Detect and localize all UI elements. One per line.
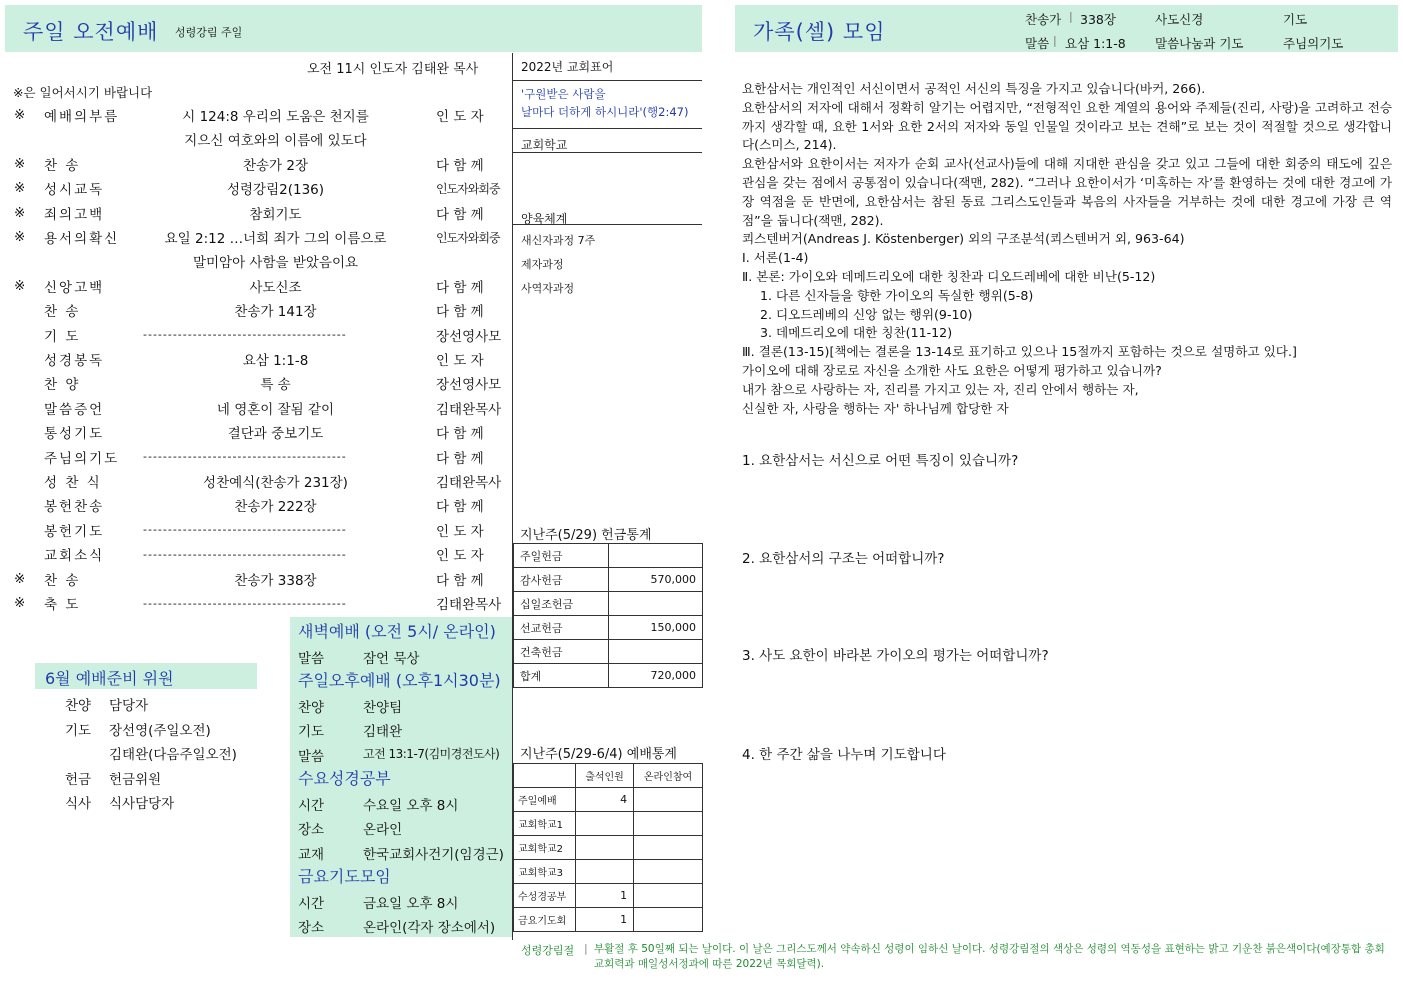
- online-count: [634, 812, 703, 836]
- header-cell: [514, 764, 576, 788]
- order-item-content: 찬송가 338장: [234, 572, 317, 589]
- table-row: [514, 884, 703, 908]
- offering-title: 지난주(5/29) 헌금통계: [520, 528, 652, 543]
- order-row: [0, 103, 510, 127]
- prep-role: 헌금: [65, 771, 92, 788]
- attendance-title: 지난주(5/29-6/4) 예배통계: [520, 747, 677, 762]
- service-value: 잠언 묵상: [363, 650, 420, 667]
- attendance-count: [576, 836, 634, 860]
- separator: |: [1053, 34, 1057, 47]
- order-row: [0, 591, 510, 615]
- attendance-label: 금요기도회: [514, 908, 576, 932]
- order-item-name: 성시교독: [44, 182, 105, 199]
- prep-role: 찬양: [65, 698, 92, 714]
- service-row: [298, 745, 512, 765]
- order-item-leader: 김태완목사: [436, 475, 502, 491]
- attendance-count: 1: [576, 884, 634, 908]
- footer-text: 부활절 후 50일째 되는 날이다. 이 날은 그리스도께서 약속하신 성령이 임하신 날이다. 성령강림절의 색상은 성령의 역동성을 표현하는 밝고 기운찬 붉은색이다(예장통합 총회 교회력과 매일성서정과에 따른 2022년 목회달력).: [594, 943, 1385, 970]
- order-item-leader: 다 함 께: [436, 279, 484, 296]
- paragraph: 요한삼서는 개인적인 서신이면서 공적인 서신의 특징을 가지고 있습니다(바커, 266).: [742, 81, 1206, 96]
- table-header: [514, 764, 703, 788]
- order-row: [0, 542, 510, 566]
- order-item-content: 성찬예식(찬송가 231장): [203, 475, 348, 491]
- order-row: [0, 469, 510, 493]
- table-row: [514, 908, 703, 932]
- service-subtitle: 성령강림 주일: [175, 26, 243, 39]
- service-key: 교재: [298, 846, 325, 863]
- table-row: [514, 544, 703, 568]
- cell-body: [742, 80, 1392, 418]
- hymn-value: 338장: [1080, 12, 1116, 27]
- dawn-service-title: 새벽예배 (오전 5시/ 온라인): [298, 622, 496, 641]
- training-item: 사역자과정: [521, 282, 575, 295]
- divider: [513, 152, 702, 153]
- order-row: [0, 298, 510, 322]
- leader-line: 오전 11시 인도자 김태완 목사: [307, 62, 479, 77]
- service-row: [298, 696, 512, 716]
- stand-mark: ※: [14, 277, 26, 294]
- question-2: 2. 요한삼서의 구조는 어떠합니까?: [742, 551, 945, 567]
- paragraph: 신실한 자, 사랑을 행하는 자' 하나님께 합당한 자: [742, 400, 1009, 416]
- order-row: [0, 201, 510, 225]
- prep-row: [0, 743, 290, 765]
- order-item-leader: 다 함 께: [436, 450, 484, 467]
- order-row: [0, 152, 510, 176]
- stand-mark: ※: [14, 595, 26, 611]
- order-item-name: 통성기도: [44, 426, 105, 443]
- dash-line: -----------------------------------------: [143, 547, 347, 561]
- attendance-table: [513, 763, 703, 932]
- order-row: [0, 225, 510, 249]
- order-item-name: 예배의부름: [44, 109, 120, 125]
- order-item-name: 주님의기도: [44, 450, 120, 467]
- order-row: [0, 274, 510, 298]
- training-label: 양육체계: [521, 212, 568, 226]
- offering-amount: [609, 640, 703, 664]
- motto-line-1: '구원받은 사람을: [521, 87, 606, 101]
- attendance-count: [576, 860, 634, 884]
- prep-person: 김태완(다음주일오전): [109, 747, 237, 763]
- order-item-leader: 다 함 께: [436, 157, 484, 174]
- offering-label: 건축헌금: [514, 640, 609, 664]
- stand-mark: ※: [14, 229, 26, 245]
- order-item-name: 죄의고백: [44, 206, 105, 223]
- outline-item: Ⅱ. 본론: 가이오와 데메드리오에 대한 칭찬과 디오드레베에 대한 비난(5-12): [742, 268, 1156, 284]
- order-item-leader: 장선영사모: [436, 328, 502, 345]
- outline-item: 2. 디오드레베의 신앙 없는 행위(9-10): [760, 306, 973, 322]
- stand-mark: ※: [14, 570, 26, 587]
- outline-item: 3. 데메드리오에 대한 칭찬(11-12): [760, 325, 953, 341]
- training-item: 제자과정: [521, 258, 564, 271]
- service-row: [298, 843, 512, 863]
- attendance-label: 교회학교1: [514, 812, 576, 836]
- service-key: 장소: [298, 822, 325, 838]
- lords-prayer-label: 주님의기도: [1283, 36, 1344, 51]
- prep-row: [0, 792, 290, 814]
- order-item-leader: 인 도 자: [436, 548, 484, 565]
- wednesday-study-title: 수요성경공부: [298, 769, 391, 788]
- order-row: [0, 445, 510, 469]
- order-row: [0, 249, 510, 273]
- offering-label: 선교헌금: [514, 616, 609, 640]
- offering-amount: [609, 592, 703, 616]
- online-count: [634, 884, 703, 908]
- order-item-name: 봉헌기도: [44, 523, 105, 540]
- order-item-name: 교회소식: [44, 548, 105, 565]
- order-row: [0, 371, 510, 395]
- order-of-worship: [0, 103, 510, 615]
- standing-note: ※은 일어서시기 바랍니다: [13, 85, 153, 100]
- divider: [513, 80, 702, 81]
- order-item-name: 기 도: [44, 328, 81, 345]
- offering-label: 십일조헌금: [514, 592, 609, 616]
- order-row: [0, 420, 510, 444]
- attendance-label: 교회학교3: [514, 860, 576, 884]
- service-value: 온라인: [363, 822, 403, 838]
- table-row: [514, 640, 703, 664]
- service-key: 장소: [298, 920, 325, 936]
- stand-mark: ※: [14, 180, 26, 197]
- order-item-content: 사도신조: [249, 279, 302, 296]
- order-item-name: 용서의확신: [44, 231, 120, 247]
- paragraph: 가이오에 대해 장로로 자신을 소개한 사도 요한은 어떻게 평가하고 있습니까?: [742, 362, 1162, 378]
- service-key: 기도: [298, 724, 325, 740]
- prep-person: 식사담당자: [109, 796, 175, 812]
- offering-amount: 150,000: [609, 616, 703, 640]
- online-count: [634, 788, 703, 812]
- order-item-name: 찬 송: [44, 304, 81, 321]
- table-row: [514, 812, 703, 836]
- paragraph: 요한삼서와 요한이서는 저자가 순회 교사(선교사)들에 대해 지대한 관심을 갖고 있고 그들에 대한 회중의 태도에 깊은 관심을 갖는 점에서 공통점이 있습니다(잭맨, 282). “그러나 요한이서가 ‘미혹하는 자’를 환영하는 것에 대한 경고에 가장 역점을 둔 반면에, 요한삼서는 참된 동료 그리스도인들과 복음의 사자들을 거부하는 것에 대한 경고에 가장 큰 역점”을 둡니다(잭맨, 282).: [742, 156, 1392, 228]
- footer-label: 성령강림절: [521, 944, 575, 957]
- online-count: [634, 908, 703, 932]
- order-item-content: 네 영혼이 잘됨 같이: [216, 401, 335, 418]
- attendance-count: 4: [576, 788, 634, 812]
- service-key: 시간: [298, 797, 325, 814]
- order-item-name: 봉헌찬송: [44, 499, 105, 516]
- order-item-name: 성경봉독: [44, 353, 105, 369]
- order-item-name: 성 찬 식: [44, 475, 102, 491]
- service-value: 김태완: [363, 724, 403, 740]
- separator: |: [1069, 10, 1073, 23]
- service-row: [298, 818, 512, 838]
- question-3: 3. 사도 요한이 바라본 가이오의 평가는 어떠합니까?: [742, 648, 1049, 664]
- motto-title: 2022년 교회표어: [521, 60, 614, 74]
- divider: [513, 128, 702, 129]
- order-row: [0, 127, 510, 151]
- header-cell: 출석인원: [576, 764, 634, 788]
- table-row: [514, 616, 703, 640]
- cell-title: 가족(셀) 모임: [753, 20, 886, 44]
- order-item-content: 말미암아 사함을 받았음이요: [192, 255, 359, 272]
- prep-row: [0, 768, 290, 790]
- prep-role: 식사: [65, 796, 92, 812]
- order-item-name: 찬 양: [44, 377, 81, 394]
- order-item-leader: 김태완목사: [436, 597, 502, 613]
- dash-line: -----------------------------------------: [143, 523, 347, 537]
- order-row: [0, 567, 510, 591]
- order-item-leader: 다 함 께: [436, 206, 484, 223]
- service-value: 수요일 오후 8시: [363, 797, 459, 814]
- attendance-label: 수성경공부: [514, 884, 576, 908]
- offering-amount: 720,000: [609, 664, 703, 688]
- service-value: 고전 13:1-7(김미경전도사): [363, 746, 500, 761]
- question-1: 1. 요한삼서는 서신으로 어떤 특징이 있습니까?: [742, 453, 1019, 469]
- stand-mark: ※: [14, 204, 26, 221]
- order-row: [0, 493, 510, 517]
- online-count: [634, 836, 703, 860]
- order-item-name: 찬 송: [44, 157, 81, 174]
- order-item-content: 참회기도: [249, 206, 302, 223]
- dash-line: -----------------------------------------: [143, 328, 347, 342]
- church-school-label: 교회학교: [521, 138, 568, 152]
- offering-amount: 570,000: [609, 568, 703, 592]
- order-item-content: 결단과 중보기도: [227, 426, 324, 443]
- word-label: 말씀: [1025, 36, 1050, 51]
- service-key: 찬양: [298, 699, 325, 716]
- order-item-name: 신앙고백: [44, 279, 105, 296]
- order-item-content: 요일 2:12 …너희 죄가 그의 이름으로: [164, 231, 387, 247]
- service-row: [298, 720, 512, 740]
- online-count: [634, 860, 703, 884]
- afternoon-service-title: 주일오후예배 (오후1시30분): [298, 671, 501, 690]
- offering-label: 주일헌금: [514, 544, 609, 568]
- order-item-leader: 다 함 께: [436, 304, 484, 321]
- table-row: [514, 836, 703, 860]
- service-row: [298, 892, 512, 912]
- attendance-label: 주일예배: [514, 788, 576, 812]
- dash-line: -----------------------------------------: [143, 596, 347, 610]
- table-row: [514, 788, 703, 812]
- question-4: 4. 한 주간 삶을 나누며 기도합니다: [742, 747, 946, 763]
- order-row: [0, 347, 510, 371]
- order-item-content: 찬송가 222장: [234, 499, 317, 516]
- creed-label: 사도신경: [1155, 12, 1204, 27]
- attendance-label: 교회학교2: [514, 836, 576, 860]
- order-item-name: 찬 송: [44, 572, 81, 589]
- prep-role: 기도: [65, 722, 92, 739]
- hymn-label: 찬송가: [1025, 12, 1062, 27]
- prayer-label: 기도: [1283, 12, 1308, 27]
- order-item-name: 말씀증언: [44, 401, 105, 418]
- left-header: [5, 5, 702, 52]
- service-value: 한국교회사건기(임경근): [363, 846, 504, 863]
- order-item-content: 시 124:8 우리의 도움은 천지를: [182, 109, 369, 125]
- prep-person: 담당자: [109, 698, 149, 714]
- order-row: [0, 396, 510, 420]
- attendance-count: 1: [576, 908, 634, 932]
- table-row: [514, 592, 703, 616]
- outline-item: Ⅰ. 서론(1-4): [742, 250, 809, 266]
- training-item: 새신자과정 7주: [521, 234, 596, 247]
- table-row: [514, 568, 703, 592]
- outline-item: Ⅲ. 결론(13-15)[책에는 결론을 13-14로 표기하고 있으나 15절까지 포함하는 것으로 설명하고 있다.]: [742, 344, 1297, 360]
- paragraph: 쾨스텐버거(Andreas J. Köstenberger) 외의 구조분석(쾨스텐버거 외, 963-64): [742, 231, 1185, 247]
- service-key: 말씀: [298, 650, 325, 667]
- outline-item: 1. 다른 신자들을 향한 가이오의 독실한 행위(5-8): [760, 287, 1034, 303]
- order-item-leader: 인 도 자: [436, 523, 484, 540]
- order-item-content: 찬송가 141장: [234, 304, 317, 321]
- stand-mark: ※: [14, 107, 26, 123]
- order-item-leader: 인도자와회중: [436, 230, 500, 245]
- order-row: [0, 518, 510, 542]
- paragraph: 요한삼서의 저자에 대해서 정확히 알기는 어렵지만, “전형적인 요한 계열의 용어와 주제들(진리, 사랑)을 고려하고 전승까지 생각할 때, 요한 1서와 요한 2서의 저자와 동일 인물일 것이라고 보는 견해”로 보는 것이 적절할 것으로 생각합니다(스미스, 214).: [742, 99, 1392, 153]
- service-value: 금요일 오후 8시: [363, 895, 459, 912]
- prep-person: 장선영(주일오전): [109, 722, 211, 739]
- service-row: [298, 916, 512, 936]
- motto-line-2: 날마다 더하게 하시니라'(행2:47): [521, 105, 689, 119]
- header-cell: 온라인참여: [634, 764, 703, 788]
- service-row: [298, 647, 512, 667]
- prep-header: [35, 663, 257, 689]
- order-item-leader: 인 도 자: [436, 109, 484, 125]
- order-item-content: 요삼 1:1-8: [242, 353, 309, 369]
- offering-amount: [609, 544, 703, 568]
- order-item-content: 찬송가 2장: [242, 157, 309, 174]
- order-item-leader: 장선영사모: [436, 377, 502, 394]
- attendance-count: [576, 812, 634, 836]
- order-item-leader: 인도자와회중: [436, 181, 500, 196]
- service-value: 온라인(각자 장소에서): [363, 920, 496, 936]
- paragraph: 내가 참으로 사랑하는 자, 진리를 가지고 있는 자, 진리 안에서 행하는 자,: [742, 381, 1139, 397]
- offering-label: 감사헌금: [514, 568, 609, 592]
- offering-label: 합계: [514, 664, 609, 688]
- service-row: [298, 794, 512, 814]
- order-item-content: 성령강림2(136): [226, 182, 325, 199]
- service-title: 주일 오전예배: [23, 20, 159, 44]
- sharing-label: 말씀나눔과 기도: [1155, 36, 1244, 51]
- prep-row: [0, 694, 290, 716]
- stand-mark: ※: [14, 155, 26, 172]
- order-item-leader: 다 함 께: [436, 572, 484, 589]
- order-item-leader: 다 함 께: [436, 426, 484, 443]
- table-row: [514, 664, 703, 688]
- friday-prayer-title: 금요기도모임: [298, 867, 391, 886]
- prep-title: 6월 예배준비 위원: [45, 669, 174, 688]
- service-value: 찬양팀: [363, 699, 403, 716]
- dash-line: -----------------------------------------: [143, 450, 347, 464]
- order-item-content: 지으신 여호와의 이름에 있도다: [184, 133, 367, 150]
- order-item-leader: 인 도 자: [436, 353, 484, 369]
- word-value: 요삼 1:1-8: [1065, 36, 1126, 51]
- order-item-content: 특 송: [260, 377, 291, 394]
- order-item-leader: 다 함 께: [436, 499, 484, 516]
- order-item-leader: 김태완목사: [436, 401, 502, 418]
- table-row: [514, 860, 703, 884]
- order-row: [0, 323, 510, 347]
- prep-person: 헌금위원: [109, 771, 162, 788]
- offering-table: [513, 543, 703, 688]
- cell-header: [735, 5, 1398, 52]
- service-key: 시간: [298, 895, 325, 912]
- service-key: 말씀: [298, 748, 325, 765]
- prep-row: [0, 719, 290, 741]
- order-row: [0, 176, 510, 200]
- footer-sep: |: [584, 942, 588, 955]
- order-item-name: 축 도: [44, 597, 81, 613]
